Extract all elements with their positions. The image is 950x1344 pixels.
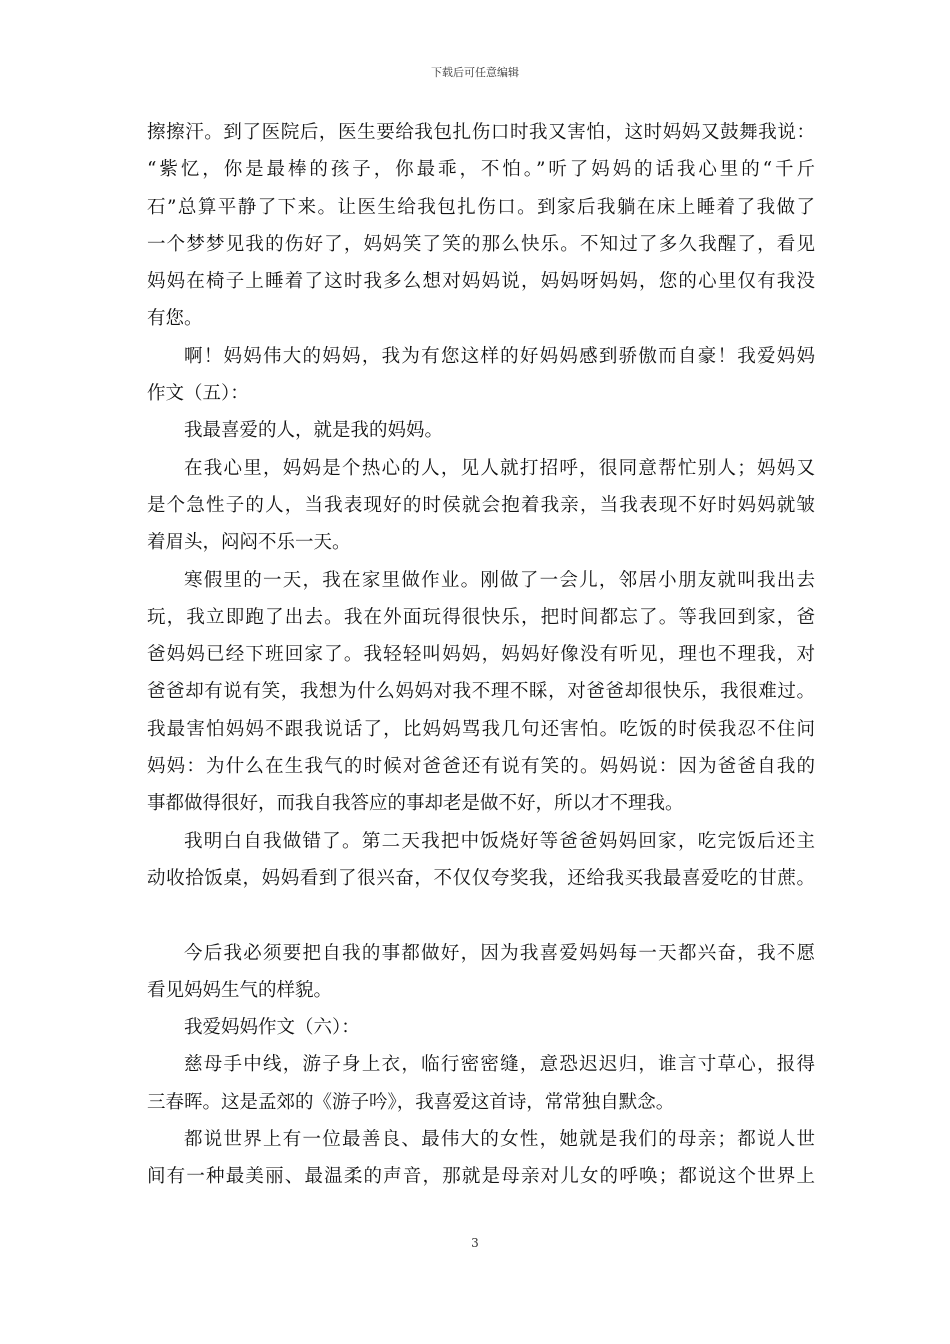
text-line: 我最害怕妈妈不跟我说话了，比妈妈骂我几句还害怕。吃饭的时侯我忍不住问 (147, 718, 815, 740)
page-header: 下载后可任意编辑 (431, 66, 519, 79)
text-line: 爸妈妈已经下班回家了。我轻轻叫妈妈，妈妈好像没有听见，理也不理我，对 (147, 644, 815, 666)
blank-line (147, 897, 815, 934)
text-line: 我明白自我做错了。第二天我把中饭烧好等爸爸妈妈回家，吃完饭后还主 (184, 830, 815, 852)
text-line: 石”总算平静了下来。让医生给我包扎伤口。到家后我躺在床上睡着了我做了 (147, 196, 815, 218)
text-line: 看见妈妈生气的样貌。 (147, 979, 333, 1001)
text-line: 玩，我立即跑了出去。我在外面玩得很快乐，把时间都忘了。等我回到家，爸 (147, 606, 815, 628)
text-line: 动收拾饭桌，妈妈看到了很兴奋，不仅仅夸奖我，还给我买我最喜爱吃的甘蔗。 (147, 867, 815, 889)
text-line: 三春晖。这是孟郊的《游子吟》，我喜爱这首诗，常常独自默念。 (147, 1091, 675, 1113)
text-line: 慈母手中线，游子身上衣，临行密密缝，意恐迟迟归，谁言寸草心，报得 (184, 1054, 815, 1076)
text-line: 寒假里的一天，我在家里做作业。刚做了一会儿，邻居小朋友就叫我出去 (184, 569, 815, 591)
text-line: 我最喜爱的人，就是我的妈妈。 (184, 420, 444, 442)
text-line: 是个急性子的人，当我表现好的时侯就会抱着我亲，当我表现不好时妈妈就皱 (147, 494, 815, 516)
text-line: 今后我必须要把自我的事都做好，因为我喜爱妈妈每一天都兴奋，我不愿 (184, 942, 815, 964)
text-line: 都说世界上有一位最善良、最伟大的女性，她就是我们的母亲；都说人世 (184, 1129, 815, 1151)
text-line: 爸爸却有说有笑，我想为什么妈妈对我不理不睬，对爸爸却很快乐，我很难过。 (147, 681, 815, 703)
text-line: 妈妈在椅子上睡着了这时我多么想对妈妈说，妈妈呀妈妈，您的心里仅有我没 (147, 271, 815, 293)
text-line: “紫忆，你是最棒的孩子，你最乖，不怕。”听了妈妈的话我心里的“千斤 (147, 159, 815, 181)
text-line: 作文（五）： (147, 383, 249, 405)
text-line: 擦擦汗。到了医院后，医生要给我包扎伤口时我又害怕，这时妈妈又鼓舞我说： (147, 122, 815, 143)
text-line: 事都做得很好，而我自我答应的事却老是做不好，所以才不理我。 (147, 793, 684, 815)
text-line: 着眉头，闷闷不乐一天。 (147, 532, 351, 554)
text-line: 有您。 (147, 308, 203, 330)
document-body (147, 114, 815, 1196)
text-line: 我爱妈妈作文（六）： (184, 1017, 360, 1039)
text-line: 间有一种最美丽、最温柔的声音，那就是母亲对儿女的呼唤；都说这个世界上 (147, 1166, 815, 1188)
text-line: 一个梦梦见我的伤好了，妈妈笑了笑的那么快乐。不知过了多久我醒了，看见 (147, 233, 815, 255)
text-line: 妈妈：为什么在生我气的时候对爸爸还有说有笑的。妈妈说：因为爸爸自我的 (147, 756, 815, 778)
text-line: 在我心里，妈妈是个热心的人，见人就打招呼，很同意帮忙别人；妈妈又 (184, 457, 815, 479)
page-number: 3 (471, 1236, 479, 1250)
text-line: 啊！妈妈伟大的妈妈，我为有您这样的好妈妈感到骄傲而自豪！我爱妈妈 (184, 345, 815, 367)
